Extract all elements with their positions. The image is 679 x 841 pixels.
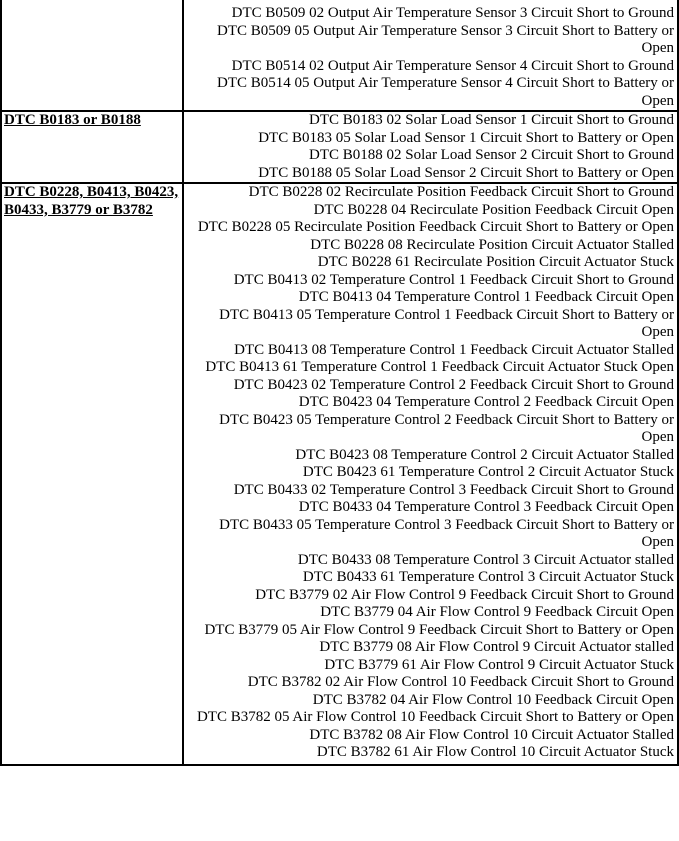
dtc-description-line: DTC B3782 05 Air Flow Control 10 Feedback Circuit Short to Battery or Open [196,709,674,725]
dtc-group-cell [1,183,183,765]
dtc-description-line: DTC B0228 08 Recirculate Position Circuit Actuator Stalled [310,236,674,253]
table-row [1,111,678,183]
dtc-description-line: DTC B0423 02 Temperature Control 2 Feedback Circuit Short to Ground [233,376,674,393]
dtc-description-line: DTC B0228 61 Recirculate Position Circuit Actuator Stuck [317,254,674,270]
dtc-description-line: DTC B0228 05 Recirculate Position Feedback Circuit Short to Battery or Open [197,219,674,235]
dtc-description-line: DTC B0433 05 Temperature Control 3 Feedback Circuit Short to Battery or Open [219,516,674,550]
dtc-description-cell [183,0,678,111]
dtc-description-line: DTC B3782 04 Air Flow Control 10 Feedback Circuit Open [312,691,674,708]
dtc-group-cell [1,0,183,111]
dtc-description-line: DTC B0433 04 Temperature Control 3 Feedback Circuit Open [298,499,674,515]
dtc-description-line: DTC B3779 05 Air Flow Control 9 Feedback Circuit Short to Battery or Open [204,621,674,638]
dtc-description-line: DTC B0514 05 Output Air Temperature Sensor 4 Circuit Short to Battery or Open [217,75,674,109]
dtc-description-line: DTC B0188 05 Solar Load Sensor 2 Circuit Short to Battery or Open [258,164,674,181]
table-row [1,0,678,111]
dtc-description-line: DTC B3779 02 Air Flow Control 9 Feedback Circuit Short to Ground [255,586,674,603]
dtc-description-line: DTC B0183 05 Solar Load Sensor 1 Circuit Short to Battery or Open [258,129,674,146]
dtc-description-line: DTC B0509 05 Output Air Temperature Sensor 3 Circuit Short to Battery or Open [217,22,674,56]
dtc-description-line: DTC B0433 02 Temperature Control 3 Feedback Circuit Short to Ground [233,481,674,498]
dtc-description-line: DTC B0433 08 Temperature Control 3 Circuit Actuator stalled [297,551,674,568]
dtc-table-body [1,0,678,765]
dtc-description-line: DTC B0183 02 Solar Load Sensor 1 Circuit Short to Ground [309,112,674,128]
dtc-group-label: DTC B0183 or B0188 [4,112,141,128]
dtc-description-line: DTC B3782 08 Air Flow Control 10 Circuit Actuator Stalled [309,726,674,743]
dtc-description-line: DTC B0433 61 Temperature Control 3 Circuit Actuator Stuck [302,569,674,585]
dtc-description-line: DTC B0228 04 Recirculate Position Feedback Circuit Open [313,201,674,218]
dtc-description-line: DTC B0413 04 Temperature Control 1 Feedback Circuit Open [298,289,674,305]
dtc-description-line: DTC B0423 61 Temperature Control 2 Circuit Actuator Stuck [302,464,674,480]
dtc-group-cell [1,111,183,183]
dtc-description-line: DTC B0514 02 Output Air Temperature Sensor 4 Circuit Short to Ground [231,57,674,74]
dtc-description-cell [183,183,678,765]
dtc-description-line: DTC B3782 61 Air Flow Control 10 Circuit Actuator Stuck [316,744,674,760]
dtc-description-line: DTC B3782 02 Air Flow Control 10 Feedback Circuit Short to Ground [247,674,674,690]
dtc-description-line: DTC B0509 02 Output Air Temperature Sensor 3 Circuit Short to Ground [231,5,674,21]
dtc-description-line: DTC B0423 08 Temperature Control 2 Circuit Actuator Stalled [295,446,674,463]
table-row [1,183,678,765]
dtc-description-line: DTC B0188 02 Solar Load Sensor 2 Circuit Short to Ground [309,147,674,163]
dtc-description-line: DTC B0413 05 Temperature Control 1 Feedback Circuit Short to Battery or Open [219,306,674,340]
dtc-description-line: DTC B0423 04 Temperature Control 2 Feedback Circuit Open [298,394,674,410]
dtc-description-line: DTC B0228 02 Recirculate Position Feedback Circuit Short to Ground [248,184,674,200]
dtc-description-line: DTC B0423 05 Temperature Control 2 Feedback Circuit Short to Battery or Open [219,411,674,445]
dtc-description-cell [183,111,678,183]
dtc-description-line: DTC B3779 04 Air Flow Control 9 Feedback Circuit Open [320,604,674,620]
dtc-description-line: DTC B0413 08 Temperature Control 1 Feedback Circuit Actuator Stalled [234,341,674,358]
dtc-description-line: DTC B0413 61 Temperature Control 1 Feedback Circuit Actuator Stuck Open [205,359,674,375]
dtc-description-line: DTC B0413 02 Temperature Control 1 Feedback Circuit Short to Ground [233,271,674,288]
dtc-description-line: DTC B3779 61 Air Flow Control 9 Circuit Actuator Stuck [324,656,674,673]
dtc-description-line: DTC B3779 08 Air Flow Control 9 Circuit Actuator stalled [319,639,674,655]
dtc-group-label: DTC B0228, B0413, B0423, B0433, B3779 or B3782 [4,184,179,218]
